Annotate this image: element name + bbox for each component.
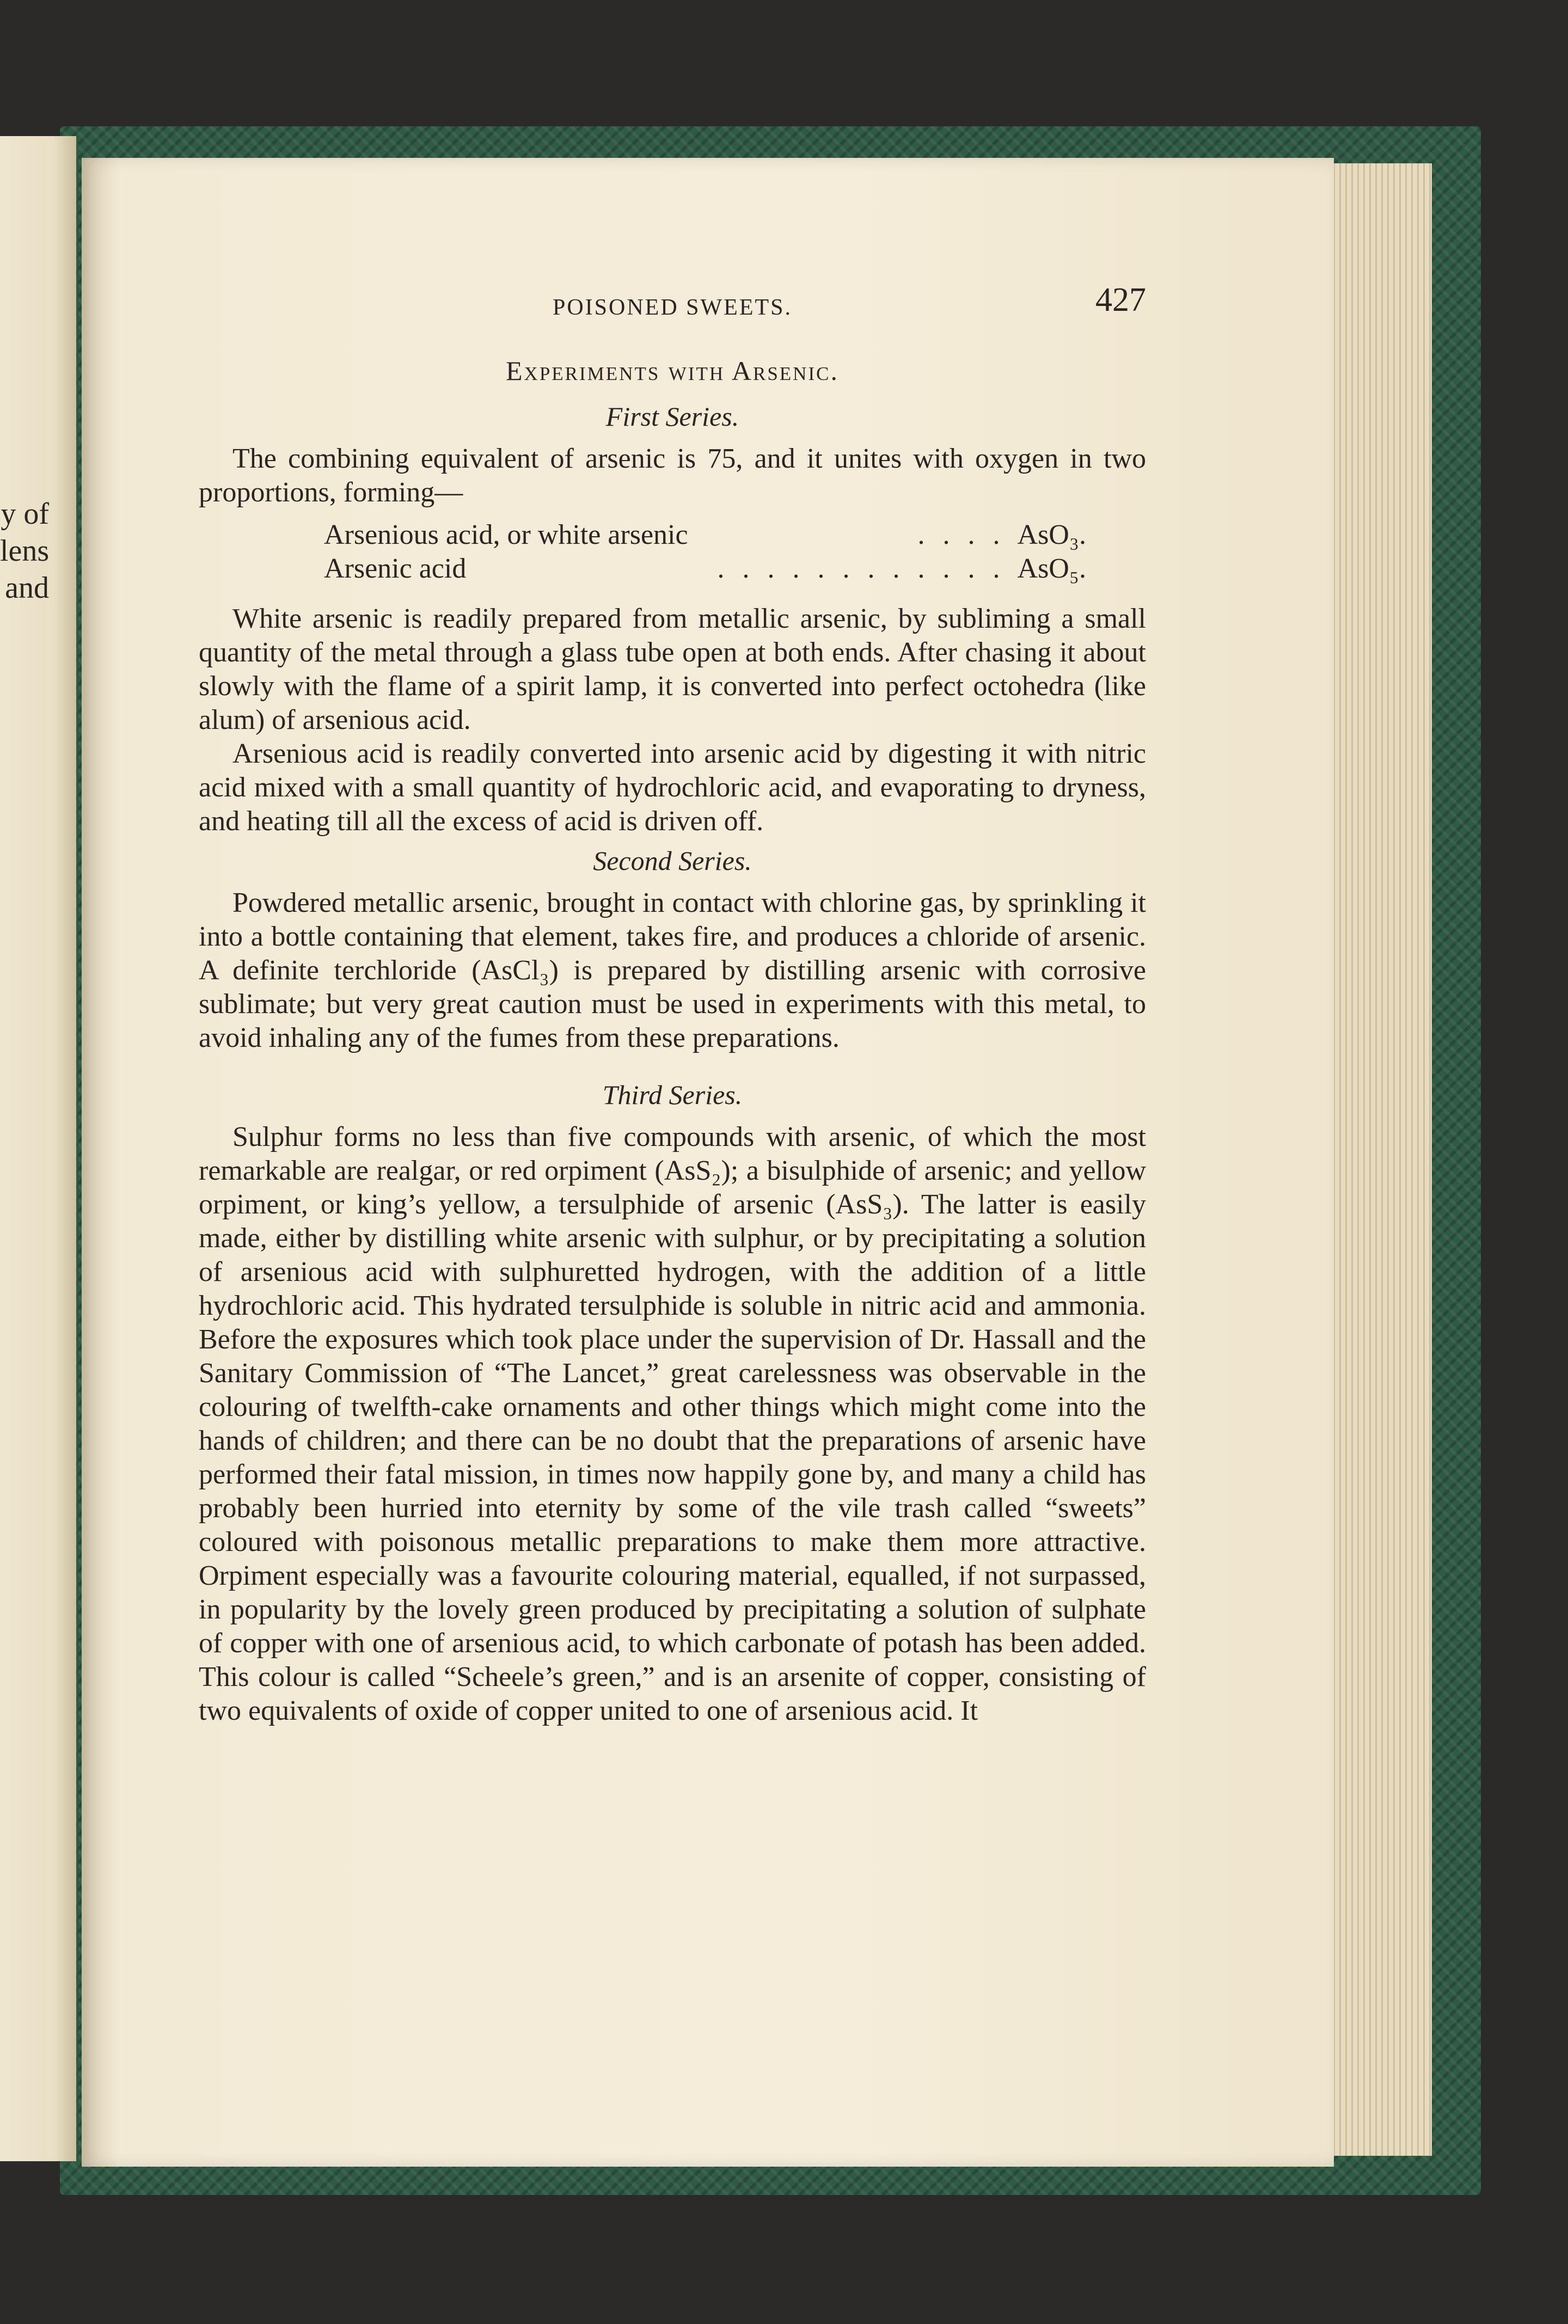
compound-list xyxy=(324,518,1086,586)
page-number: 427 xyxy=(1095,281,1146,318)
section-title: Experiments with Arsenic. xyxy=(506,355,839,386)
paragraph: White arsenic is readily prepared from metallic arsenic, by subliming a small quantity of the metal through a glass tube open at both ends. After chasing it about slowly with the flame of a spirit lamp, it is converted into perfect octohedra (like alum) of arsenious acid. xyxy=(199,603,1146,735)
running-title: POISONED SWEETS. xyxy=(552,295,792,320)
first-series-title: First Series. xyxy=(605,401,739,432)
running-head xyxy=(199,283,1146,332)
leader-dots: . . . . xyxy=(917,519,1006,550)
page-edges xyxy=(1323,163,1432,2156)
compound-row xyxy=(324,518,1086,552)
left-fragment: and xyxy=(5,571,49,605)
left-page-text-fragments xyxy=(0,495,49,606)
compound-name: Arsenious acid, or white arsenic xyxy=(324,519,688,550)
left-fragment: y of xyxy=(1,497,49,531)
compound-row xyxy=(324,552,1086,586)
first-series-intro: The combining equivalent of arsenic is 75, and it unites with oxygen in two proportions, forming— xyxy=(199,443,1146,508)
left-page xyxy=(0,136,76,2161)
compound-formula: AsO₅. xyxy=(1017,553,1086,584)
third-series-title: Third Series. xyxy=(602,1080,743,1110)
leader-dots: . . . . . . . . . . . . xyxy=(717,553,1006,584)
compound-name: Arsenic acid xyxy=(324,553,467,584)
paragraph: Powdered metallic arsenic, brought in contact with chlorine gas, by sprinkling it into a bottle containing that element, takes fire, and produces a chloride of arsenic. A definite terchloride (AsCl₃) is prepared by distilling arsenic with corrosive sublimate; but very great caution must be used in experiments with this metal, to avoid inhaling any of the fumes from these preparations. xyxy=(199,887,1146,1053)
left-fragment: lens xyxy=(0,534,50,568)
page-content xyxy=(199,283,1146,1728)
section-gap xyxy=(199,1055,1146,1072)
compound-formula: AsO₃. xyxy=(1017,519,1086,550)
paragraph: Sulphur forms no less than five compounds with arsenic, of which the most remarkable are realgar, or red orpiment (AsS₂); a bisulphide of arsenic; and yellow orpiment, or king’s yellow, a tersulphide of arsenic (AsS₃). The latter is easily made, either by distilling white arsenic with sulphur, or by precipitating a solution of arsenious acid with sulphuretted hydrogen, with the addition of a little hydrochloric acid. This hydrated tersulphide is soluble in nitric acid and ammonia. Before the exposures which took place under the supervision of Dr. Hassall and the Sanitary Commission of “The Lancet,” great carelessness was observable in the colouring of twelfth-cake ornaments and other things which might come into the hands of children; and there can be no doubt that the preparations of arsenic have performed their fatal mission, in times now happily gone by, and many a child has probably been hurried into eternity by some of the vile trash called “sweets” coloured with poisonous metallic preparations to make them more attractive. Orpiment especially was a favourite colouring material, equalled, if not surpassed, in popularity by the lovely green produced by precipitating a solution of sulphate of copper with one of arsenious acid, to which carbonate of potash has been added. This colour is called “Scheele’s green,” and is an arsenite of copper, consisting of two equivalents of oxide of copper united to one of arsenious acid. It xyxy=(199,1121,1146,1726)
second-series-title: Second Series. xyxy=(593,845,752,876)
paragraph: Arsenious acid is readily converted into arsenic acid by digesting it with nitric acid mixed with a small quantity of hydrochloric acid, and evaporating to dryness, and heating till all the excess of acid is driven off. xyxy=(199,738,1146,837)
